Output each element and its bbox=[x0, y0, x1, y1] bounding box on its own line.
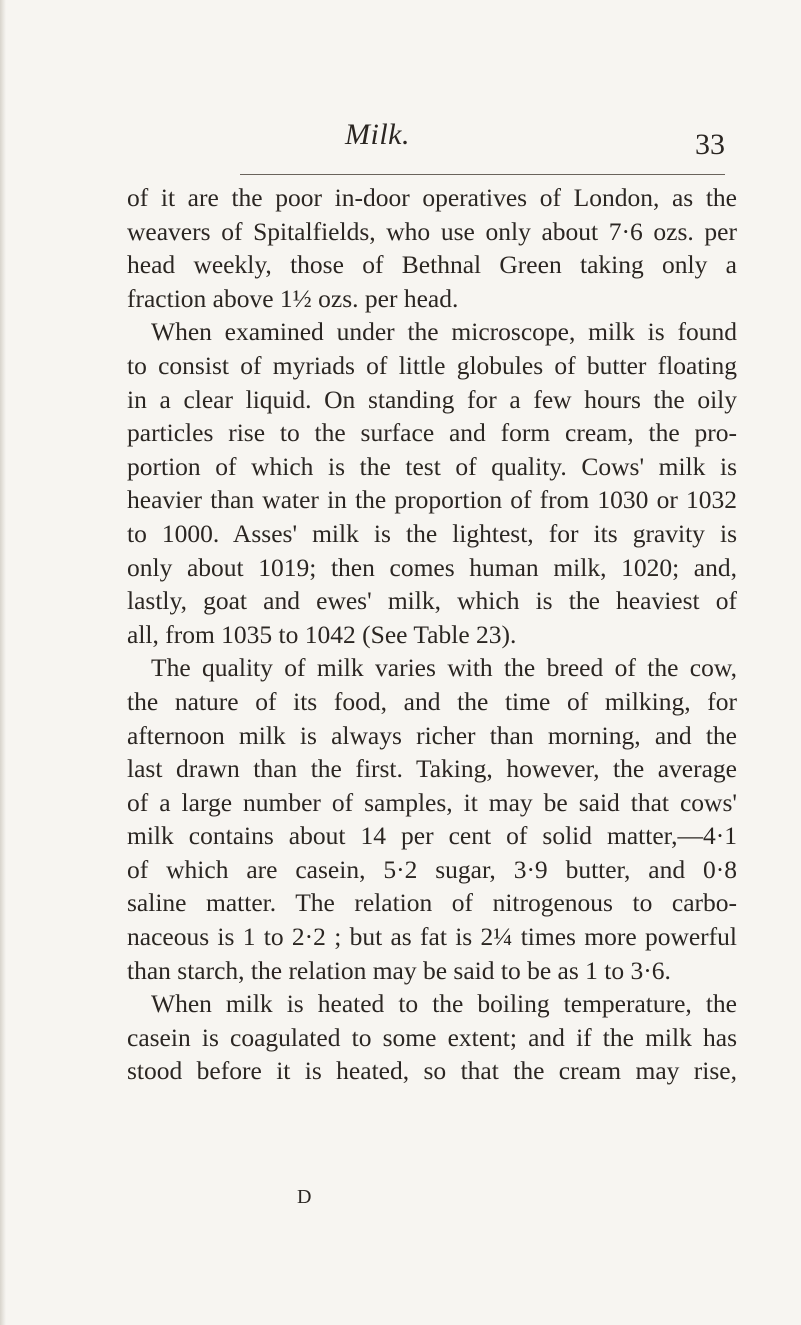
text-line: casein is coagulated to some extent; and if the milk has bbox=[127, 1022, 737, 1052]
text-line: particles rise to the surface and form cream, the pro- bbox=[127, 418, 737, 448]
header-rule bbox=[240, 174, 725, 175]
text-line: of it are the poor in-door operatives of London, as the bbox=[127, 183, 737, 212]
paragraph-3 bbox=[127, 651, 737, 987]
text-line: last drawn than the first. Taking, however, the average bbox=[127, 754, 737, 784]
text-line: weavers of Spitalfields, who use only about 7·6 ozs. per bbox=[127, 216, 737, 246]
text-line: afternoon milk is always richer than morning, and the bbox=[127, 720, 737, 750]
text-line: When milk is heated to the boiling temperature, the bbox=[151, 989, 737, 1019]
page-number: 33 bbox=[695, 128, 725, 161]
paragraph-4 bbox=[127, 987, 737, 1088]
text-line: of which are casein, 5·2 sugar, 3·9 butter, and 0·8 bbox=[127, 854, 737, 884]
text-line: saline matter. The relation of nitrogenous to carbo- bbox=[127, 888, 737, 918]
binding-edge bbox=[0, 0, 6, 1325]
text-line: The quality of milk varies with the breed of the cow, bbox=[151, 653, 737, 683]
text-line: head weekly, those of Bethnal Green taking only a bbox=[127, 250, 737, 280]
text-line: milk contains about 14 per cent of solid matter,—4·1 bbox=[127, 821, 737, 851]
text-line: of a large number of samples, it may be said that cows' bbox=[127, 787, 737, 817]
text-line: stood before it is heated, so that the cream may rise, bbox=[127, 1056, 737, 1086]
text-line: all, from 1035 to 1042 (See Table 23). bbox=[127, 619, 517, 649]
text-line: than starch, the relation may be said to be as 1 to 3·6. bbox=[127, 955, 671, 985]
body-text bbox=[127, 181, 737, 1088]
text-line: the nature of its food, and the time of milking, for bbox=[127, 686, 737, 716]
text-line: lastly, goat and ewes' milk, which is the heaviest of bbox=[127, 586, 737, 616]
text-line: only about 1019; then comes human milk, 1020; and, bbox=[127, 552, 737, 582]
running-head bbox=[0, 118, 801, 161]
text-line: heavier than water in the proportion of from 1030 or 1032 bbox=[127, 485, 737, 515]
text-line: When examined under the microscope, milk is found bbox=[151, 317, 737, 347]
paragraph-2 bbox=[127, 315, 737, 651]
running-title: Milk. bbox=[345, 118, 410, 151]
text-line: to 1000. Asses' milk is the lightest, for its gravity is bbox=[127, 518, 737, 548]
text-line: portion of which is the test of quality. Cows' milk is bbox=[127, 451, 737, 481]
signature-mark: D bbox=[297, 1186, 313, 1208]
text-line: naceous is 1 to 2·2 ; but as fat is 2¼ times more powerful bbox=[127, 922, 737, 952]
paragraph-1 bbox=[127, 181, 737, 315]
text-line: to consist of myriads of little globules of butter floating bbox=[127, 350, 737, 380]
text-line: fraction above 1½ ozs. per head. bbox=[127, 283, 459, 313]
text-line: in a clear liquid. On standing for a few hours the oily bbox=[127, 384, 737, 414]
